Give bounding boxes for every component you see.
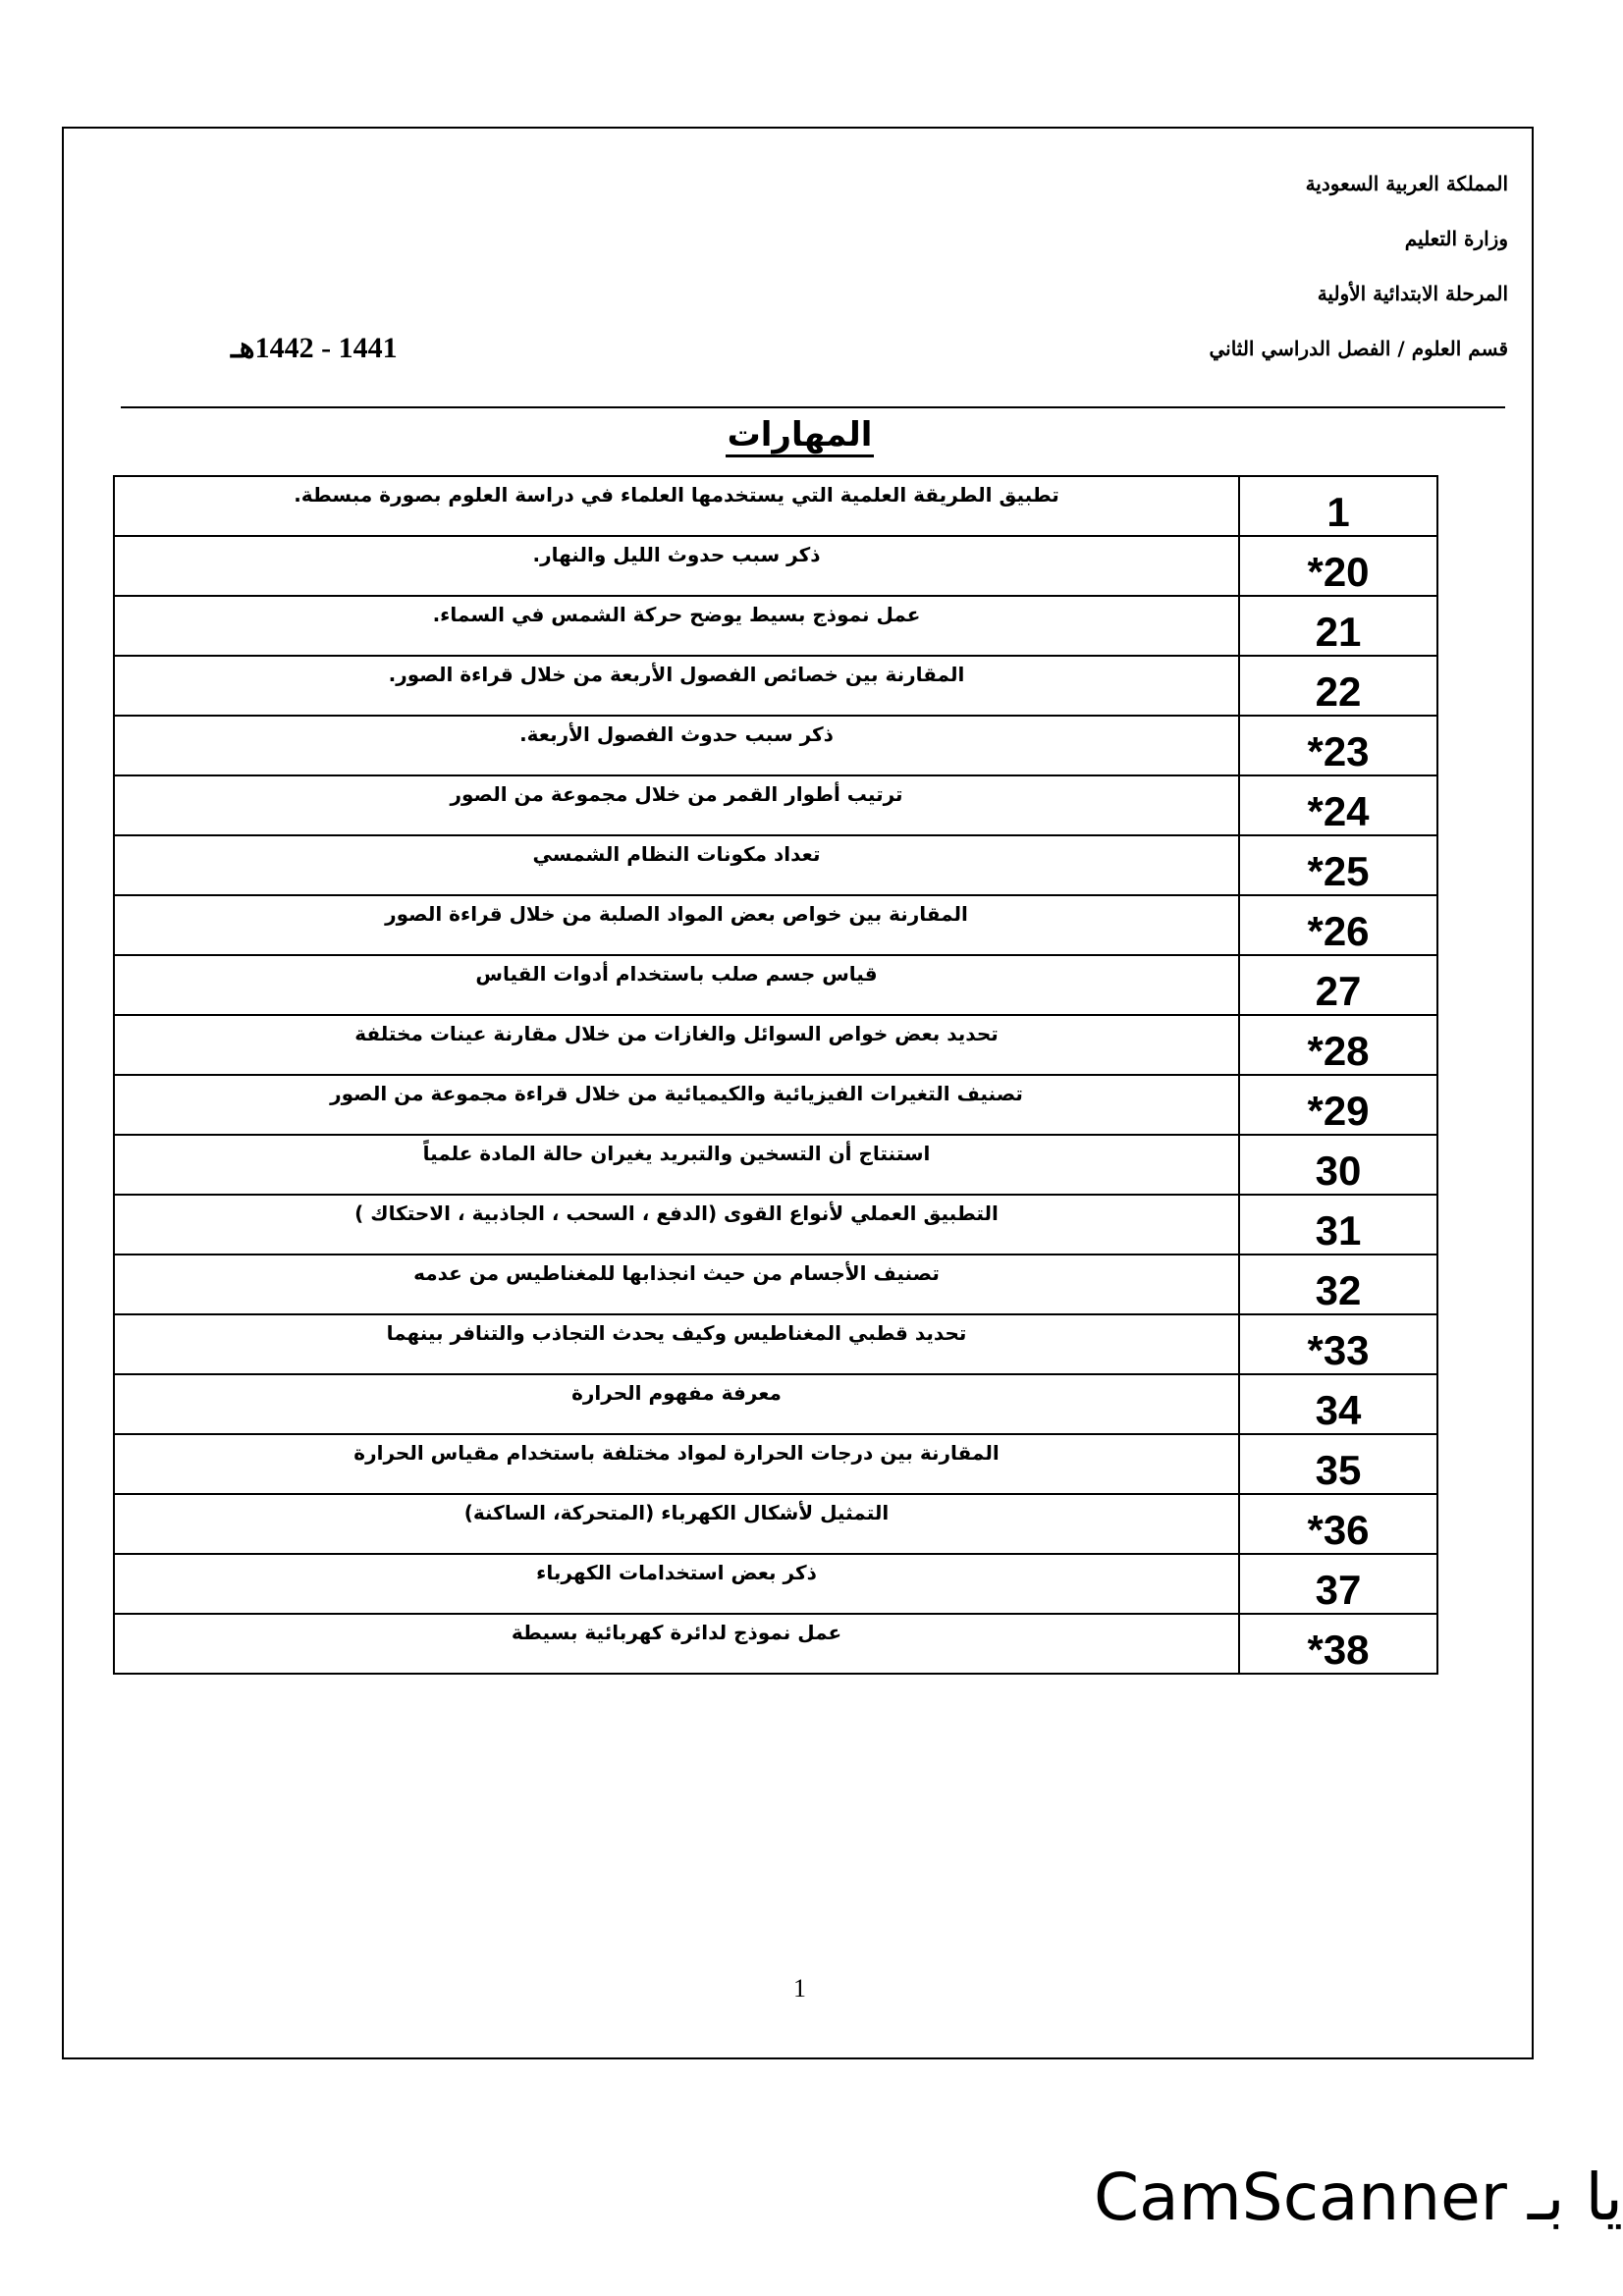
skill-description: المقارنة بين درجات الحرارة لمواد مختلفة باستخدام مقياس الحرارة: [114, 1434, 1239, 1494]
page-title-text: المهارات: [726, 415, 875, 457]
skill-description: المقارنة بين خصائص الفصول الأربعة من خلال قراءة الصور.: [114, 656, 1239, 716]
skill-number: *20: [1239, 536, 1437, 596]
skill-description: تطبيق الطريقة العلمية التي يستخدمها العلماء في دراسة العلوم بصورة مبسطة.: [114, 476, 1239, 536]
table-row: [114, 1494, 1437, 1554]
document-frame: [62, 127, 1534, 2059]
skill-number: *24: [1239, 775, 1437, 835]
skill-description: تعداد مكونات النظام الشمسي: [114, 835, 1239, 895]
skill-description: ذكر سبب حدوث الليل والنهار.: [114, 536, 1239, 596]
table-row: [114, 895, 1437, 955]
skill-number: 27: [1239, 955, 1437, 1015]
table-row: [114, 1195, 1437, 1255]
skill-description: ذكر بعض استخدامات الكهرباء: [114, 1554, 1239, 1614]
table-row: [114, 656, 1437, 716]
skill-description: ترتيب أطوار القمر من خلال مجموعة من الصور: [114, 775, 1239, 835]
skill-description: ذكر سبب حدوث الفصول الأربعة.: [114, 716, 1239, 775]
skill-number: 34: [1239, 1374, 1437, 1434]
skill-number: *36: [1239, 1494, 1437, 1554]
table-row: [114, 716, 1437, 775]
skill-number: *25: [1239, 835, 1437, 895]
skill-number: *23: [1239, 716, 1437, 775]
skill-description: معرفة مفهوم الحرارة: [114, 1374, 1239, 1434]
skill-description: قياس جسم صلب باستخدام أدوات القياس: [114, 955, 1239, 1015]
academic-year: 1441 - 1442هـ: [231, 332, 398, 364]
skill-number: *26: [1239, 895, 1437, 955]
page-title: [64, 415, 1536, 454]
skill-description: استنتاج أن التسخين والتبريد يغيران حالة المادة علمياً: [114, 1135, 1239, 1195]
table-row: [114, 536, 1437, 596]
skill-number: *33: [1239, 1314, 1437, 1374]
skill-description: التطبيق العملي لأنواع القوى (الدفع ، السحب ، الجاذبية ، الاحتكاك ): [114, 1195, 1239, 1255]
skill-number: 31: [1239, 1195, 1437, 1255]
table-row: [114, 1614, 1437, 1674]
header-stage: المرحلة الابتدائية الأولية: [1317, 282, 1508, 305]
skill-description: عمل نموذج بسيط يوضح حركة الشمس في السماء.: [114, 596, 1239, 656]
skill-number: *28: [1239, 1015, 1437, 1075]
skill-description: تحديد قطبي المغناطيس وكيف يحدث التجاذب والتنافر بينهما: [114, 1314, 1239, 1374]
table-row: [114, 476, 1437, 536]
skill-description: تصنيف الأجسام من حيث انجذابها للمغناطيس من عدمه: [114, 1255, 1239, 1314]
header-department: قسم العلوم / الفصل الدراسي الثاني: [1209, 337, 1508, 360]
skill-description: تصنيف التغيرات الفيزيائية والكيميائية من خلال قراءة مجموعة من الصور: [114, 1075, 1239, 1135]
scanner-watermark: يا بـ CamScanner: [1093, 2160, 1623, 2235]
skill-number: *38: [1239, 1614, 1437, 1674]
skill-description: عمل نموذج لدائرة كهربائية بسيطة: [114, 1614, 1239, 1674]
skill-description: التمثيل لأشكال الكهرباء (المتحركة، الساكنة): [114, 1494, 1239, 1554]
skill-number: 35: [1239, 1434, 1437, 1494]
skill-description: المقارنة بين خواص بعض المواد الصلبة من خلال قراءة الصور: [114, 895, 1239, 955]
page-number: 1: [793, 1974, 806, 2002]
table-row: [114, 1015, 1437, 1075]
table-row: [114, 1075, 1437, 1135]
skill-number: 30: [1239, 1135, 1437, 1195]
header-country: المملكة العربية السعودية: [1305, 172, 1508, 195]
skill-number: 22: [1239, 656, 1437, 716]
skill-description: تحديد بعض خواص السوائل والغازات من خلال مقارنة عينات مختلفة: [114, 1015, 1239, 1075]
table-row: [114, 1374, 1437, 1434]
table-row: [114, 775, 1437, 835]
header-ministry: وزارة التعليم: [1404, 227, 1508, 250]
table-row: [114, 955, 1437, 1015]
table-row: [114, 1135, 1437, 1195]
header-divider: [121, 406, 1505, 408]
skill-number: 32: [1239, 1255, 1437, 1314]
skill-number: 21: [1239, 596, 1437, 656]
skill-number: 37: [1239, 1554, 1437, 1614]
skill-number: *29: [1239, 1075, 1437, 1135]
table-row: [114, 1554, 1437, 1614]
skill-number: 1: [1239, 476, 1437, 536]
table-row: [114, 835, 1437, 895]
table-row: [114, 1314, 1437, 1374]
table-row: [114, 596, 1437, 656]
table-row: [114, 1255, 1437, 1314]
table-row: [114, 1434, 1437, 1494]
skills-table: [113, 475, 1438, 1675]
